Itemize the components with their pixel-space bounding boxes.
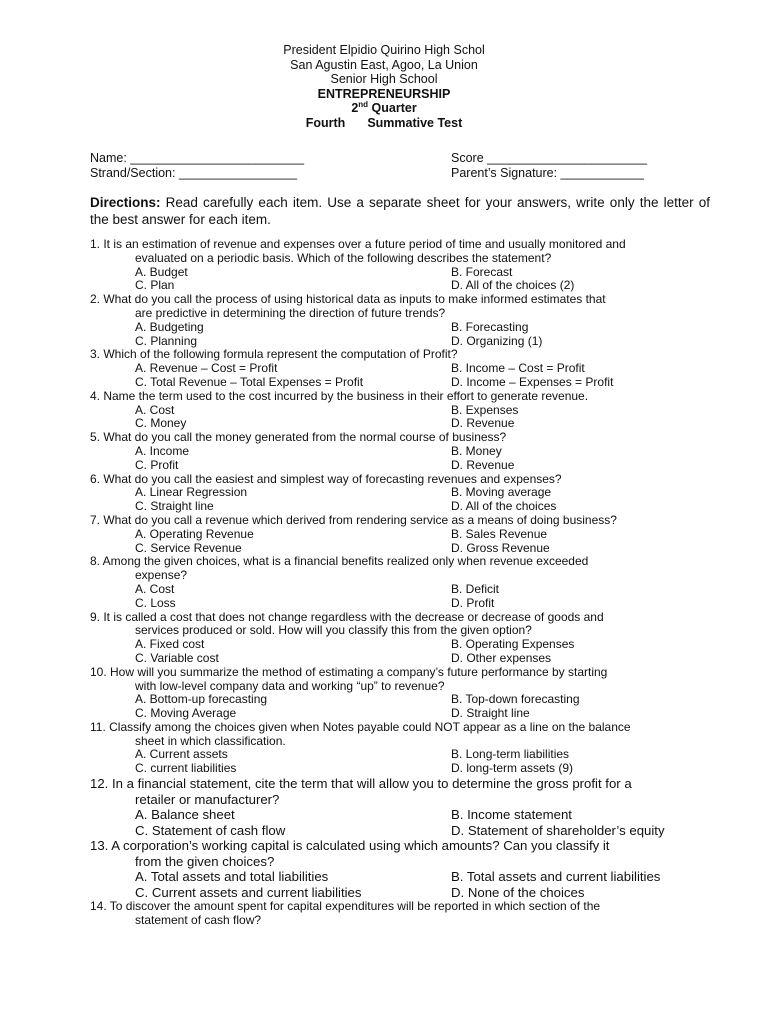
answer-options [90, 869, 704, 900]
test-title-word1: Fourth [305, 115, 346, 130]
option-a: A. Balance sheet [135, 807, 235, 823]
answer-options [90, 445, 704, 473]
option-c: C. Moving Average [135, 706, 237, 721]
document-header [0, 43, 768, 130]
school-name: President Elpidio Quirino High Schol [283, 43, 485, 57]
question-stem: 6. What do you call the easiest and simplest way of forecasting revenues and expenses? [90, 471, 562, 486]
question-text [90, 776, 704, 807]
question-item [90, 348, 704, 389]
answer-options [90, 404, 704, 432]
question-stem: 1. It is an estimation of revenue and expenses over a future period of time and usually monitored and [90, 237, 626, 251]
question-item [90, 293, 704, 348]
answer-options [90, 807, 704, 838]
school-address: San Agustin East, Agoo, La Union [290, 57, 478, 72]
directions-label: Directions: [90, 195, 161, 210]
option-d: D. Income – Expenses = Profit [451, 374, 614, 389]
answer-options [90, 693, 704, 721]
option-a: A. Revenue – Cost = Profit [135, 361, 278, 376]
option-b: B. Money [451, 443, 502, 458]
question-text [90, 293, 704, 321]
option-d: D. None of the choices [451, 884, 585, 900]
question-text [90, 431, 704, 445]
option-c: C. current liabilities [135, 761, 237, 776]
score-field[interactable]: Score _______________________ [451, 151, 648, 165]
question-stem-continued: with low-level company data and working “up” to revenue? [135, 678, 445, 693]
option-d: D. Statement of shareholder’s equity [451, 822, 665, 838]
question-item [90, 431, 704, 472]
question-item [90, 776, 704, 838]
question-stem: 3. Which of the following formula represent the computation of Profit? [90, 347, 458, 362]
option-b: B. Income – Cost = Profit [451, 361, 585, 376]
answer-options [90, 528, 704, 556]
option-c: C. Plan [135, 278, 175, 293]
question-stem: 9. It is called a cost that does not change regardless with the decrease or decrease of goods and [90, 609, 604, 624]
option-b: B. Top-down forecasting [451, 692, 580, 707]
question-stem: 8. Among the given choices, what is a financial benefits realized only when revenue exceeded [90, 554, 589, 569]
test-title [0, 116, 768, 131]
question-text [90, 390, 704, 404]
question-stem: 2. What do you call the process of using historical data as inputs to make informed estimates that [90, 292, 606, 307]
answer-options [90, 583, 704, 611]
question-item [90, 666, 704, 721]
option-c: C. Variable cost [135, 650, 219, 665]
strand-section-field[interactable]: Strand/Section: _________________ [90, 166, 298, 180]
question-stem: 7. What do you call a revenue which derived from rendering service as a means of doing business? [90, 512, 617, 527]
option-b: B. Operating Expenses [451, 637, 575, 652]
question-stem: 12. In a financial statement, cite the term that will allow you to determine the gross profit for a [90, 776, 632, 792]
question-stem-continued: from the given choices? [135, 853, 275, 869]
question-stem-continued: are predictive in determining the direction of future trends? [135, 305, 446, 320]
option-c: C. Profit [135, 457, 179, 472]
option-a: A. Budgeting [135, 319, 204, 334]
question-text [90, 473, 704, 487]
answer-options [90, 638, 704, 666]
option-b: B. Sales Revenue [451, 526, 548, 541]
question-text [90, 721, 704, 749]
option-c: C. Current assets and current liabilities [135, 884, 362, 900]
option-d: D. Organizing (1) [451, 333, 543, 348]
option-a: A. Linear Regression [135, 485, 248, 500]
option-b: B. Forecast [451, 264, 513, 279]
quarter-line [0, 101, 768, 116]
option-c: C. Planning [135, 333, 198, 348]
question-stem-continued: retailer or manufacturer? [135, 791, 280, 807]
question-stem: 5. What do you call the money generated from the normal course of business? [90, 430, 507, 445]
student-info [90, 151, 710, 181]
quarter-number: 2 [351, 101, 359, 115]
directions-text: Read carefully each item. Use a separate sheet for your answers, write only the letter of the best answer for each item. [90, 195, 710, 227]
option-c: C. Statement of cash flow [135, 822, 286, 838]
option-b: B. Deficit [451, 581, 500, 596]
question-stem-continued: services produced or sold. How will you classify this from the given option? [135, 623, 532, 638]
question-item [90, 721, 704, 776]
directions [90, 194, 710, 228]
question-item [90, 473, 704, 514]
answer-options [90, 321, 704, 349]
option-a: A. Bottom-up forecasting [135, 692, 268, 707]
question-list [90, 238, 704, 928]
option-b: B. Total assets and current liabilities [451, 869, 661, 885]
question-text [90, 900, 704, 928]
question-item [90, 900, 704, 928]
option-a: A. Cost [135, 581, 175, 596]
question-stem-continued: sheet in which classification. [135, 733, 286, 748]
option-c: C. Total Revenue – Total Expenses = Profit [135, 374, 364, 389]
name-field[interactable]: Name: _________________________ [90, 151, 305, 165]
question-item [90, 390, 704, 431]
quarter-suffix: nd [358, 99, 369, 109]
option-b: B. Expenses [451, 402, 519, 417]
question-item [90, 238, 704, 293]
question-item [90, 514, 704, 555]
question-text [90, 611, 704, 639]
parent-signature-field[interactable]: Parent’s Signature: ____________ [451, 166, 644, 180]
option-d: D. long-term assets (9) [451, 761, 574, 776]
question-item [90, 838, 704, 900]
option-b: B. Forecasting [451, 319, 529, 334]
option-c: C. Loss [135, 595, 176, 610]
option-d: D. Straight line [451, 706, 530, 721]
option-a: A. Cost [135, 402, 175, 417]
question-text [90, 555, 704, 583]
question-text [90, 348, 704, 362]
question-stem: 10. How will you summarize the method of estimating a company’s future performance by starting [90, 664, 608, 679]
question-item [90, 611, 704, 666]
option-d: D. Gross Revenue [451, 540, 550, 555]
question-stem: 14. To discover the amount spent for capital expenditures will be reported in which section of the [90, 899, 601, 914]
question-stem: 11. Classify among the choices given when Notes payable could NOT appear as a line on the balance [90, 719, 631, 734]
option-c: C. Money [135, 416, 187, 431]
option-b: B. Moving average [451, 485, 552, 500]
question-text [90, 666, 704, 694]
option-d: D. Profit [451, 595, 495, 610]
option-d: D. All of the choices [451, 499, 557, 514]
question-text [90, 514, 704, 528]
answer-options [90, 486, 704, 514]
option-a: A. Income [135, 443, 190, 458]
option-a: A. Current assets [135, 747, 228, 762]
question-stem: 13. A corporation’s working capital is calculated using which amounts? Can you classify it [90, 838, 610, 854]
question-stem-continued: expense? [135, 568, 188, 583]
question-stem: 4. Name the term used to the cost incurred by the business in their effort to generate revenue. [90, 388, 589, 403]
answer-options [90, 748, 704, 776]
answer-options [90, 362, 704, 390]
option-a: A. Fixed cost [135, 637, 205, 652]
question-item [90, 555, 704, 610]
option-b: B. Income statement [451, 807, 572, 823]
option-c: C. Straight line [135, 499, 214, 514]
option-d: D. Other expenses [451, 650, 552, 665]
test-title-word2: Summative Test [367, 115, 463, 130]
option-d: D. Revenue [451, 457, 515, 472]
school-level: Senior High School [330, 72, 438, 86]
question-text [90, 238, 704, 266]
question-text [90, 838, 704, 869]
question-stem-continued: statement of cash flow? [135, 912, 262, 927]
answer-options [90, 266, 704, 294]
option-a: A. Budget [135, 264, 188, 279]
question-stem-continued: evaluated on a periodic basis. Which of the following describes the statement? [135, 250, 552, 265]
option-d: D. All of the choices (2) [451, 278, 575, 293]
option-a: A. Operating Revenue [135, 526, 254, 541]
option-a: A. Total assets and total liabilities [135, 869, 329, 885]
option-d: D. Revenue [451, 416, 515, 431]
quarter-word: Quarter [371, 101, 417, 115]
subject-title: ENTREPRENEURSHIP [317, 86, 451, 101]
option-b: B. Long-term liabilities [451, 747, 570, 762]
option-c: C. Service Revenue [135, 540, 242, 555]
